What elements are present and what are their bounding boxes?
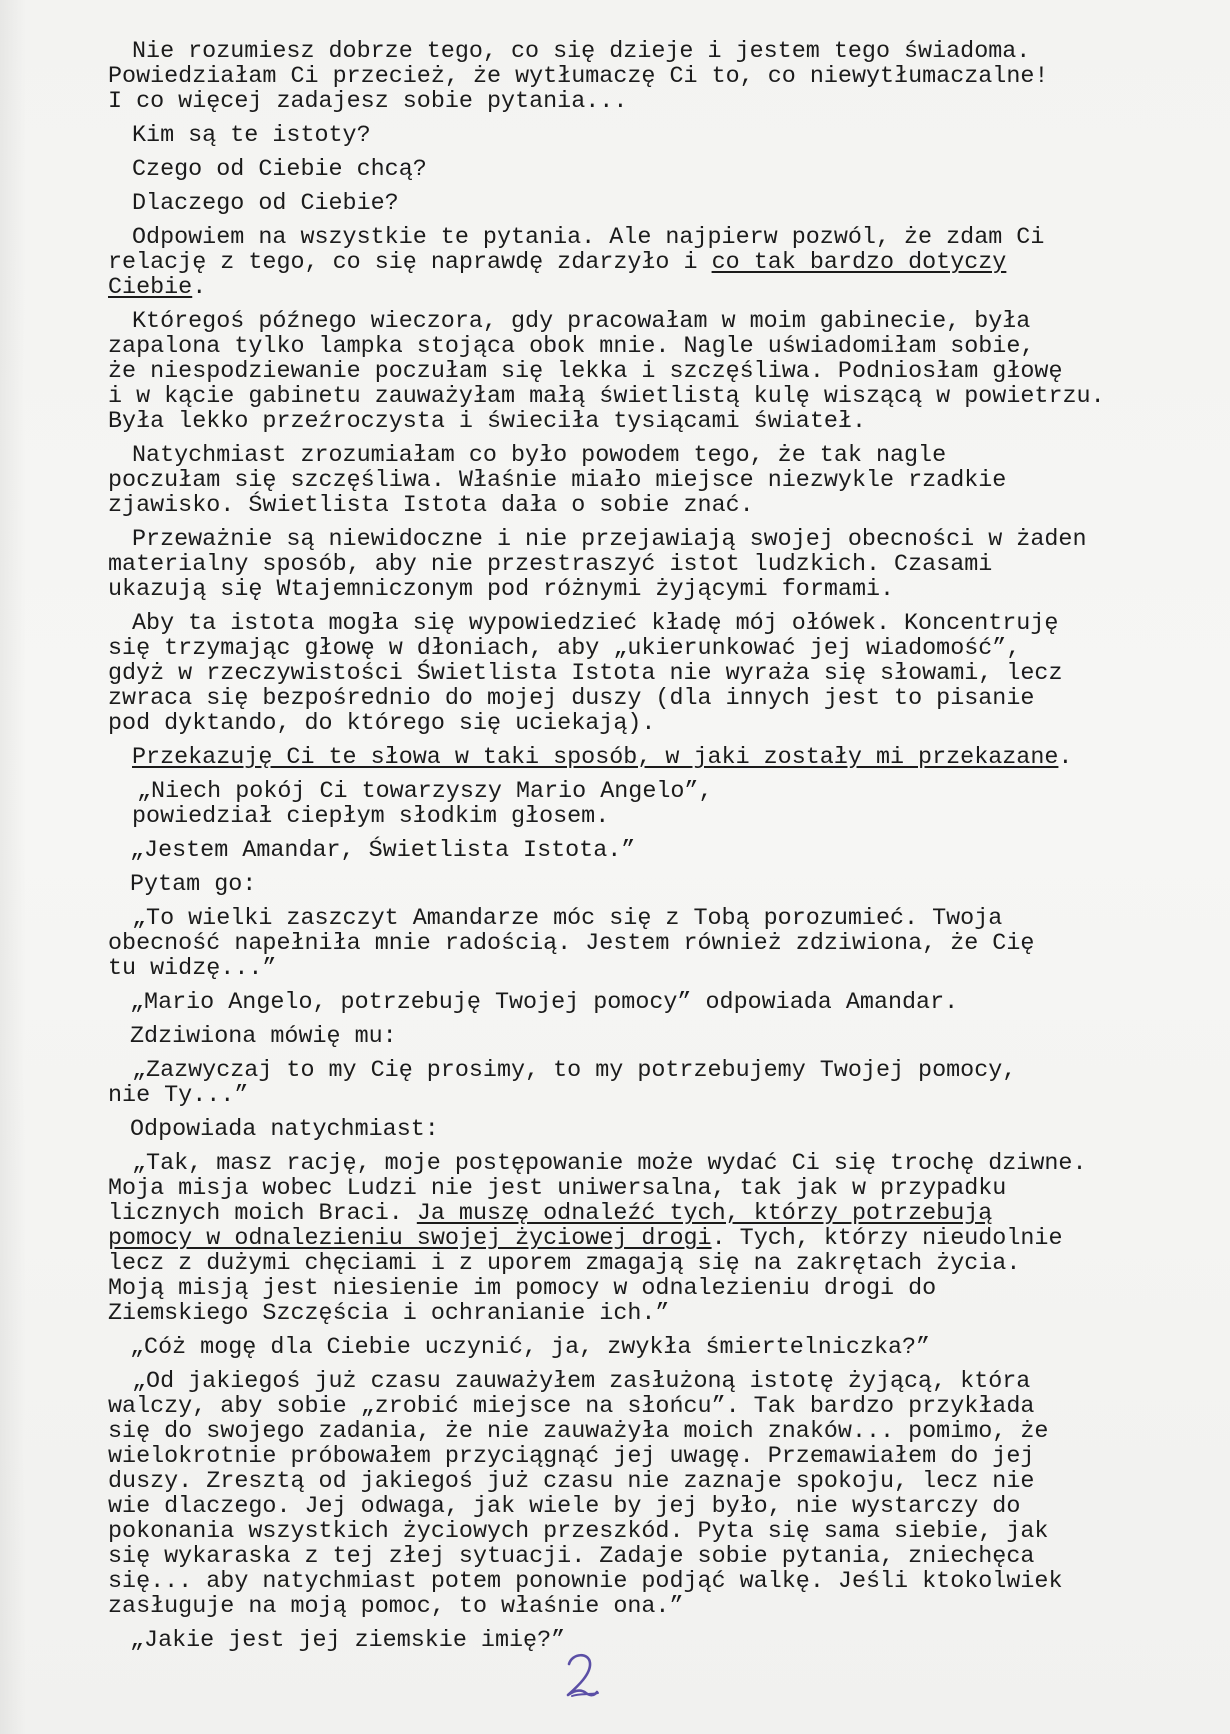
text-line: wie dlaczego. Jej odwaga, jak wiele by jej było, nie wystarczy do — [108, 1494, 1021, 1520]
question-line: Dlaczego od Ciebie? — [132, 191, 399, 217]
document-body — [108, 40, 1208, 1663]
handwritten-page-number — [556, 1646, 606, 1706]
underlined-text: Ja muszę odnaleźć tych, którzy potrzebują — [416, 1201, 993, 1227]
paragraph-usually — [108, 1059, 1208, 1109]
dialogue-line: „Cóż mogę dla Ciebie uczynić, ja, zwykła śmiertelniczka?” — [130, 1335, 931, 1361]
text-span: . Tych, którzy nieudolnie — [711, 1226, 1063, 1252]
text-line: „Od jakiegoś już czasu zauważyłem zasłużoną istotę żyjącą, która — [132, 1369, 1031, 1395]
text-line: „To wielki zaszczyt Amandarze móc się z Tobą porozumieć. Twoja — [132, 906, 1003, 932]
text-line: się wykaraska z tej złej sytuacji. Zadaje sobie pytania, zniechęca — [108, 1544, 1035, 1570]
text-line: nie Ty...” — [108, 1083, 249, 1109]
text-span: licznych moich Braci. — [108, 1201, 417, 1227]
text-line: zwraca się bezpośrednio do mojej duszy (dla innych jest to pisanie — [108, 686, 1035, 712]
paragraph-honor — [108, 907, 1208, 982]
dialogue-line: Pytam go: — [130, 872, 257, 898]
text-line: Moja misja wobec Ludzi nie jest uniwersalna, tak jak w przypadku — [108, 1176, 1007, 1202]
paragraph-evening — [108, 310, 1208, 435]
text-line: „Niech pokój Ci towarzyszy Mario Angelo”, — [137, 779, 713, 805]
paragraph-understood — [108, 444, 1208, 519]
text-line: pokonania wszystkich życiowych przeszkód. Pyta się sama siebie, jak — [108, 1519, 1049, 1545]
dialogue-line: „Mario Angelo, potrzebuję Twojej pomocy” odpowiada Amandar. — [130, 990, 959, 1016]
paragraph-intro — [108, 40, 1208, 115]
text-span: . — [1058, 745, 1073, 771]
text-line — [108, 1227, 1208, 1252]
text-line: tu widzę...” — [108, 956, 277, 982]
text-line: Moją misją jest niesienie im pomocy w odnalezieniu drogi do — [108, 1276, 937, 1302]
paragraph-mission — [108, 1152, 1208, 1327]
text-line: się do swojego zadania, że nie zauważyła moich znaków... pomimo, że — [108, 1419, 1049, 1445]
text-line: materialny sposób, aby nie przestraszyć istot ludzkich. Czasami — [108, 552, 993, 578]
underlined-text: Przekazuję Ci te słowa w taki sposób, w jaki zostały mi przekazane — [132, 745, 1059, 771]
text-line: duszy. Zresztą od jakiegoś już czasu nie zaznaje spokoju, lecz nie — [108, 1469, 1035, 1495]
text-line: ukazują się Wtajemniczonym pod różnymi żyjącymi formami. — [108, 577, 895, 603]
question-line: Czego od Ciebie chcą? — [132, 157, 427, 183]
question-line: Kim są te istoty? — [132, 123, 371, 149]
text-line: wielokrotnie próbowałem przyciągnąć jej uwagę. Przemawiałem do jej — [108, 1444, 1035, 1470]
underlined-text: co tak bardzo dotyczy — [711, 250, 1007, 276]
text-line: Nie rozumiesz dobrze tego, co się dzieje i jestem tego świadoma. — [132, 39, 1031, 65]
paragraph-transmit — [108, 746, 1208, 771]
text-line: „Zazwyczaj to my Cię prosimy, to my potrzebujemy Twojej pomocy, — [132, 1058, 1017, 1084]
text-line: Aby ta istota mogła się wypowiedzieć kładę mój ołówek. Koncentruję — [132, 611, 1059, 637]
text-line: walczy, aby sobie „zrobić miejsce na słońcu”. Tak bardzo przykłada — [108, 1394, 1035, 1420]
dialogue-line: Odpowiada natychmiast: — [130, 1117, 439, 1143]
text-line: I co więcej zadajesz sobie pytania... — [108, 89, 628, 115]
text-line: zapalona tylko lampka stojąca obok mnie. Nagle uświadomiłam sobie, — [108, 334, 1035, 360]
text-line: Ziemskiego Szczęścia i ochranianie ich.” — [108, 1301, 670, 1327]
text-line: gdyż w rzeczywistości Świetlista Istota nie wyraża się słowami, lecz — [108, 661, 1063, 687]
text-line: poczułam się szczęśliwa. Właśnie miało miejsce niezwykle rzadkie — [108, 468, 1007, 494]
paragraph-answer — [108, 226, 1208, 301]
text-line: Powiedziałam Ci przecież, że wytłumaczę Ci to, co niewytłumaczalne! — [108, 64, 1049, 90]
text-line — [108, 251, 1208, 276]
text-span: . — [192, 275, 207, 301]
text-line: Któregoś późnego wieczora, gdy pracowałam w moim gabinecie, była — [132, 309, 1031, 335]
text-line: Odpowiem na wszystkie te pytania. Ale najpierw pozwól, że zdam Ci — [132, 225, 1045, 251]
paragraph-invisible — [108, 528, 1208, 603]
text-line: powiedział ciepłym słodkim głosem. — [132, 804, 610, 830]
text-line: się... aby natychmiast potem ponownie podjąć walkę. Jeśli ktokolwiek — [108, 1569, 1063, 1595]
text-line: się trzymając głowę w dłoniach, aby „ukierunkować jej wiadomość”, — [108, 636, 1021, 662]
text-line: i w kącie gabinetu zauważyłam małą świetlistą kulę wiszącą w powietrzu. — [108, 384, 1105, 410]
text-span: relację z tego, co się naprawdę zdarzyło i — [108, 250, 712, 276]
paragraph-deserving — [108, 1370, 1208, 1620]
text-line: Była lekko przeźroczysta i świeciła tysiącami świateł. — [108, 409, 866, 435]
dialogue-line: „Jestem Amandar, Świetlista Istota.” — [130, 838, 636, 864]
text-line: lecz z dużymi chęciami i z uporem zmagają się na zakrętach życia. — [108, 1251, 1021, 1277]
text-line: zjawisko. Świetlista Istota dała o sobie znać. — [108, 493, 754, 519]
text-line — [108, 1202, 1208, 1227]
text-line: obecność napełniła mnie radością. Jestem również zdziwiona, że Cię — [108, 931, 1035, 957]
underlined-text: pomocy w odnalezieniu swojej życiowej drogi — [108, 1226, 712, 1252]
text-line: Natychmiast zrozumiałam co było powodem tego, że tak nagle — [132, 443, 947, 469]
paragraph-pencil — [108, 612, 1208, 737]
text-line: Przeważnie są niewidoczne i nie przejawiają swojej obecności w żaden — [132, 527, 1087, 553]
text-line — [108, 276, 1208, 301]
text-line: „Tak, masz rację, moje postępowanie może wydać Ci się trochę dziwne. — [132, 1151, 1087, 1177]
text-line: zasługuje na moją pomoc, to właśnie ona.” — [108, 1594, 684, 1620]
paragraph-peace — [108, 780, 1208, 830]
dialogue-line: „Jakie jest jej ziemskie imię?” — [130, 1628, 566, 1654]
underlined-text: Ciebie — [108, 275, 193, 301]
text-line: że niespodziewanie poczułam się lekka i szczęśliwa. Podniosłam głowę — [108, 359, 1063, 385]
text-line: pod dyktando, do którego się uciekają). — [108, 711, 656, 737]
dialogue-line: Zdziwiona mówię mu: — [130, 1024, 397, 1050]
